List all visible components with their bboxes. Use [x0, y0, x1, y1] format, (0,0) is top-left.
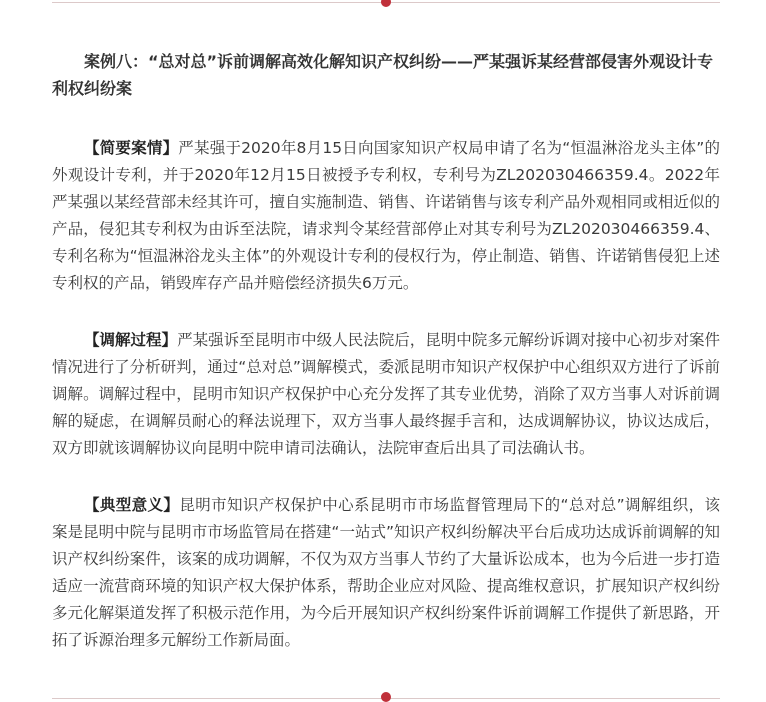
- bottom-divider: [52, 698, 720, 699]
- divider-dot-icon: [381, 0, 391, 7]
- mediation-text: 严某强诉至昆明市中级人民法院后，昆明中院多元解纷诉调对接中心初步对案件情况进行了分析研判，通过“总对总”调解模式，委派昆明市知识产权保护中心组织双方进行了诉前调解。调解过程中，昆明市知识产权保护中心充分发挥了其专业优势，消除了双方当事人对诉前调解的疑虑，在调解员耐心的释法说理下，双方当事人最终握手言和，达成调解协议，协议达成后，双方即就该调解协议向昆明中院申请司法确认，法院审查后出具了司法确认书。: [52, 331, 720, 457]
- top-divider: [52, 2, 720, 3]
- case-title: 案例八：“总对总”诉前调解高效化解知识产权纠纷——严某强诉某经营部侵害外观设计专利权纠纷案: [52, 52, 714, 98]
- summary-text: 严某强于2020年8月15日向国家知识产权局申请了名为“恒温淋浴龙头主体”的外观设计专利，并于2020年12月15日被授予专利权，专利号为ZL202030466359.4。2022年严某强以某经营部未经其许可，擅自实施制造、销售、许诺销售与该专利产品外观相同或相近似的产品，侵犯其专利权为由诉至法院，请求判令某经营部停止对其专利号为ZL202030466359.4、专利名称为“恒温淋浴龙头主体”的外观设计专利的侵权行为，停止制造、销售、许诺销售侵犯上述专利权的产品，销毁库存产品并赔偿经济损失6万元。: [52, 139, 720, 292]
- summary-paragraph: [52, 135, 720, 297]
- significance-paragraph: [52, 492, 720, 654]
- mediation-label: 【调解过程】: [84, 331, 178, 349]
- significance-label: 【典型意义】: [84, 496, 180, 514]
- significance-text: 昆明市知识产权保护中心系昆明市市场监督管理局下的“总对总”调解组织，该案是昆明中院与昆明市市场监管局在搭建“一站式”知识产权纠纷解决平台后成功达成诉前调解的知识产权纠纷案件，该案的成功调解，不仅为双方当事人节约了大量诉讼成本，也为今后进一步打造适应一流营商环境的知识产权大保护体系，帮助企业应对风险、提高维权意识，扩展知识产权纠纷多元化解渠道发挥了积极示范作用，为今后开展知识产权纠纷案件诉前调解工作提供了新思路，开拓了诉源治理多元解纷工作新局面。: [52, 496, 720, 649]
- mediation-paragraph: [52, 327, 720, 462]
- summary-label: 【简要案情】: [84, 139, 179, 157]
- article-body: [52, 48, 720, 654]
